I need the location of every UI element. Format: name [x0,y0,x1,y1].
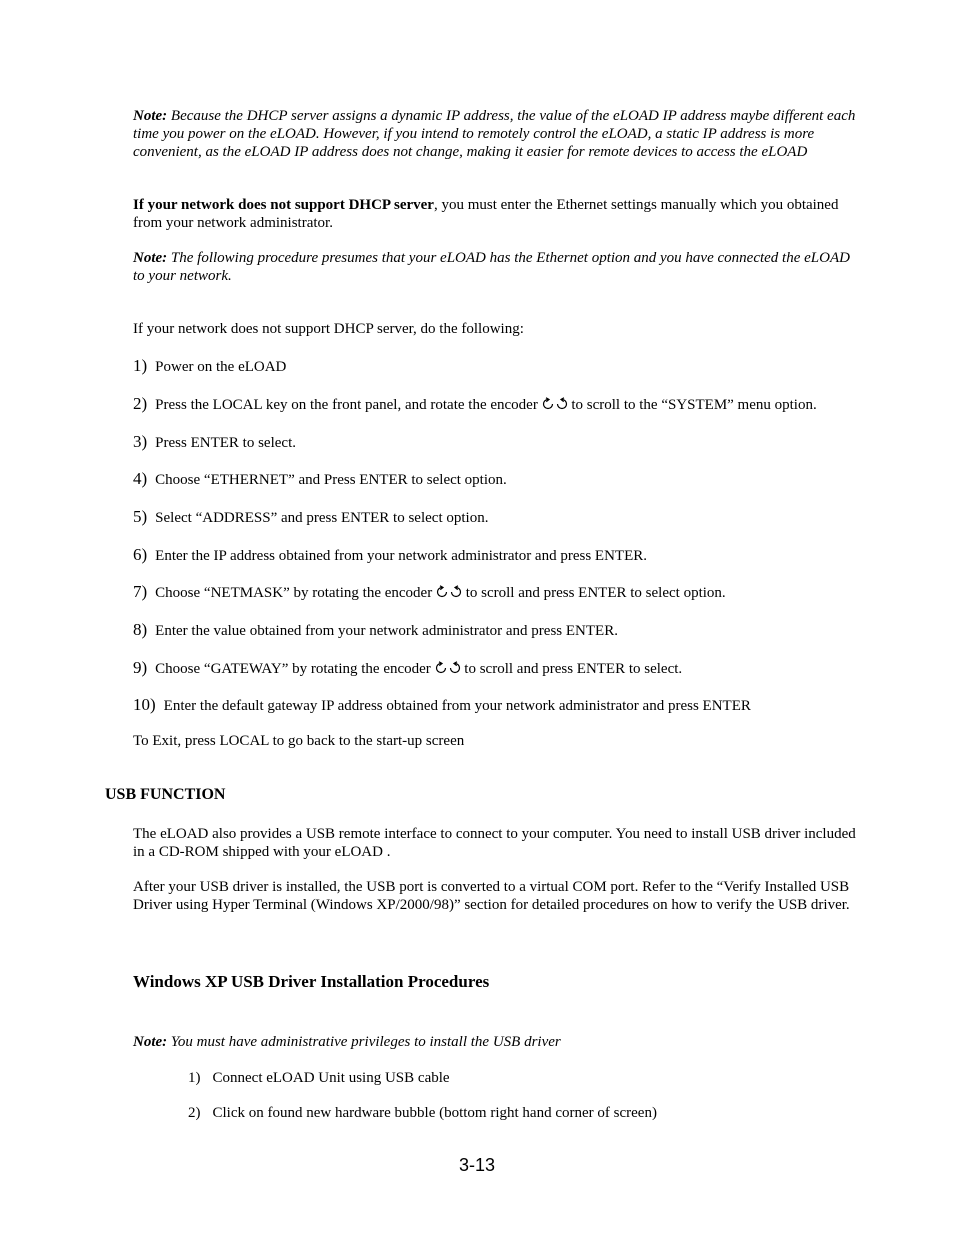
usb-paragraph-1: The eLOAD also provides a USB remote interface to connect to your computer. You need to install USB driver included in a CD-ROM shipped with your eLOAD . [133,826,856,860]
paragraph-no-dhcp [133,196,863,232]
step-number: 7) [133,582,148,601]
xp-step-text: Click on found new hardware bubble (bottom right hand corner of screen) [212,1105,657,1121]
ethernet-step [133,583,863,602]
step-text [164,698,751,714]
step-text-continued: to scroll and press ENTER to select. [460,661,683,677]
step-number: 5) [133,507,148,526]
step-text-main: Select “ADDRESS” and press ENTER to select option. [155,510,489,526]
rotary-encoder-icon [542,397,568,411]
step-text [155,472,507,488]
step-number: 8) [133,620,148,639]
step-text [155,435,296,451]
ethernet-step [133,357,863,376]
step-text [155,548,647,564]
step-text-main: Enter the value obtained from your network administrator and press ENTER. [155,623,618,639]
note-dhcp-dynamic-ip [133,107,863,161]
xp-driver-heading: Windows XP USB Driver Installation Procedures [133,972,490,991]
page-number: 3-13 [458,1155,496,1175]
step-number: 4) [133,469,148,488]
ethernet-step [133,621,863,640]
step-text [155,585,725,601]
step-text-main: Choose “NETMASK” by rotating the encoder [155,585,436,601]
usb-paragraph-2: After your USB driver is installed, the USB port is converted to a virtual COM port. Refer to the “Verify Installed USB Driver using Hyper Terminal (Windows XP/2000/98)” section for detailed procedures on how to verify the USB driver. [133,879,850,913]
step-text [155,397,817,413]
xp-step-number: 2) [188,1105,201,1121]
step-text [155,623,618,639]
xp-step-text: Connect eLOAD Unit using USB cable [212,1070,450,1086]
xp-step [188,1069,450,1087]
exit-instruction: To Exit, press LOCAL to go back to the start-up screen [133,733,465,749]
step-text-main: Choose “GATEWAY” by rotating the encoder [155,661,435,677]
step-text [155,359,286,375]
step-text-main: Enter the default gateway IP address obtained from your network administrator and press ENTER [163,698,751,714]
step-number: 10) [133,695,156,714]
ethernet-step [133,470,863,489]
xp-step [188,1104,657,1122]
ethernet-step [133,433,863,452]
step-number: 1) [133,356,148,375]
note-label: Note: [133,250,168,266]
ethernet-step [133,659,863,678]
step-text-main: Choose “ETHERNET” and Press ENTER to select option. [155,472,507,488]
paragraph-bold-lead: If your network does not support DHCP server [133,197,434,213]
note-label: Note: [133,1034,168,1050]
note-text: You must have administrative privileges to install the USB driver [167,1034,561,1050]
ethernet-step [133,395,863,414]
step-text [155,661,682,677]
step-number: 3) [133,432,148,451]
note-text: The following procedure presumes that your eLOAD has the Ethernet option and you have connected the eLOAD to your network. [133,250,850,284]
note-ethernet-option [133,249,863,285]
note-label: Note: [133,108,168,124]
rotary-encoder-icon [436,585,462,599]
paragraph-text: , you must enter the Ethernet settings manually which you obtained from your network administrator. [133,197,839,231]
rotary-encoder-icon [435,661,461,675]
step-text-main: Press ENTER to select. [155,435,296,451]
step-number: 2) [133,394,148,413]
ethernet-step [133,546,863,565]
step-text-continued: to scroll and press ENTER to select option. [461,585,726,601]
ethernet-step [133,696,863,715]
step-number: 6) [133,545,148,564]
step-text-main: Power on the eLOAD [155,359,287,375]
step-text-main: Press the LOCAL key on the front panel, and rotate the encoder [155,397,542,413]
step-text-main: Enter the IP address obtained from your network administrator and press ENTER. [155,548,647,564]
note-text: Because the DHCP server assigns a dynamic IP address, the value of the eLOAD IP address maybe different each time you power on the eLOAD. However, if you intend to remotely control the eLOAD, a static IP address is more convenient, as the eLOAD IP address does not change, making it easier for remote devices to access the eLOAD [133,108,856,160]
xp-step-number: 1) [188,1070,201,1086]
step-text [155,510,488,526]
usb-function-heading: USB FUNCTION [105,786,226,803]
procedure-intro: If your network does not support DHCP server, do the following: [133,321,524,337]
note-admin-privileges [133,1033,863,1051]
step-text-continued: to scroll to the “SYSTEM” menu option. [567,397,817,413]
step-number: 9) [133,658,148,677]
ethernet-step [133,508,863,527]
